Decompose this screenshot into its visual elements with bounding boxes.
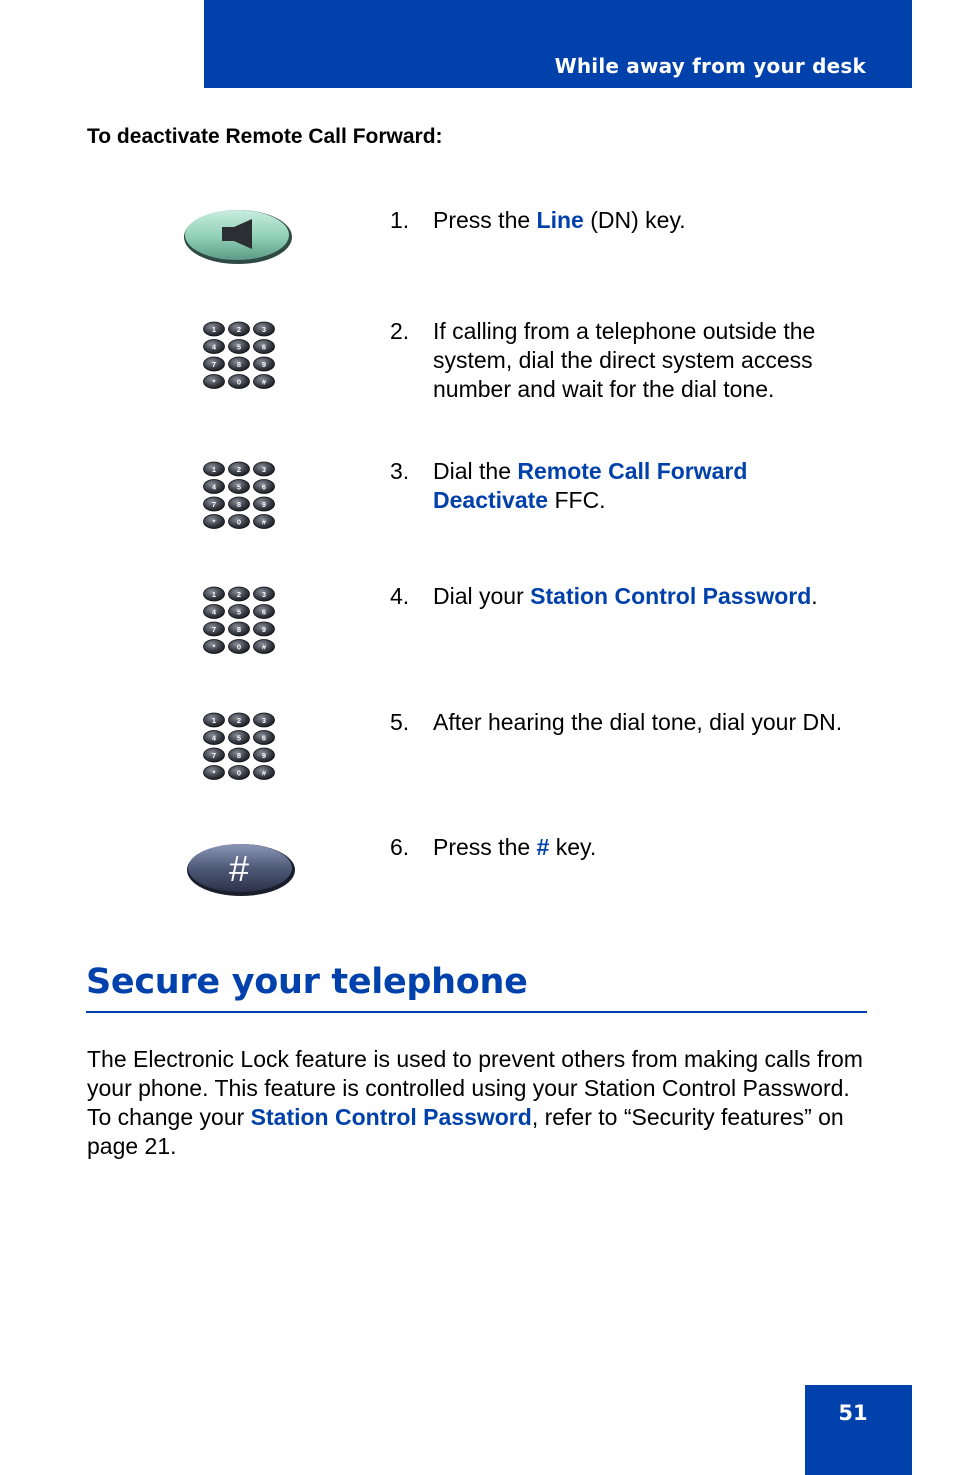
dialpad-key-label: 8	[236, 499, 242, 509]
step-1	[390, 206, 880, 235]
dialpad-key-label: 1	[211, 589, 217, 599]
dialpad-key-label: 7	[211, 359, 217, 369]
dialpad-key-label: 6	[261, 482, 267, 492]
step-text-part: key.	[549, 834, 597, 860]
dialpad-key	[254, 587, 275, 601]
dialpad-icon	[202, 460, 276, 530]
step-3	[390, 457, 880, 515]
dialpad-key	[229, 605, 250, 619]
dialpad-key-label: 5	[236, 482, 242, 492]
step-text	[433, 457, 793, 515]
dialpad-key-label: 0	[236, 517, 242, 527]
dialpad-key-label: 4	[211, 607, 217, 617]
dialpad-key-label: *	[212, 642, 216, 652]
dialpad-key	[229, 587, 250, 601]
dialpad-key	[254, 748, 275, 762]
dialpad-key-label: 5	[236, 733, 242, 743]
dialpad-key	[229, 375, 250, 389]
procedure-heading: To deactivate Remote Call Forward:	[87, 125, 443, 148]
section-divider	[86, 1011, 867, 1013]
dialpad-key	[229, 515, 250, 529]
dialpad-key	[204, 375, 225, 389]
dialpad-key	[254, 713, 275, 727]
dialpad-key	[229, 766, 250, 780]
dialpad-key-label: *	[212, 517, 216, 527]
dialpad-key	[254, 322, 275, 336]
step-2	[390, 317, 880, 404]
pound-key-label: #	[228, 848, 250, 889]
dialpad-key-label: 0	[236, 768, 242, 778]
dialpad-key	[229, 357, 250, 371]
step-number: 5.	[390, 709, 410, 735]
dialpad-key	[254, 605, 275, 619]
dialpad-key	[229, 340, 250, 354]
dialpad-key-label: 6	[261, 342, 267, 352]
dialpad-key-label: 8	[236, 359, 242, 369]
dialpad-key	[229, 713, 250, 727]
dialpad-key-label: 2	[236, 715, 242, 725]
dialpad-key	[204, 480, 225, 494]
dialpad-key	[254, 515, 275, 529]
dialpad-key	[229, 462, 250, 476]
dialpad-key	[254, 375, 275, 389]
header-bar	[204, 0, 912, 88]
dialpad-key-label: 3	[261, 464, 267, 474]
dialpad-key-label: 2	[236, 464, 242, 474]
dialpad-key	[229, 640, 250, 654]
dialpad-key-label: 5	[236, 607, 242, 617]
feature-code-term: Remote Call Forward Deactivate	[433, 458, 748, 513]
dialpad-key	[204, 713, 225, 727]
dialpad-key	[204, 731, 225, 745]
paragraph-text: , refer to “Security features” on page 21.	[87, 1104, 844, 1159]
dialpad-key-label: 0	[236, 642, 242, 652]
dialpad-key	[254, 731, 275, 745]
dialpad-key	[204, 497, 225, 511]
step-text-part: After hearing the dial tone, dial your DN.	[433, 709, 843, 735]
dialpad-key	[229, 480, 250, 494]
dialpad-key-label: 2	[236, 324, 242, 334]
paragraph-text: The Electronic Lock feature is used to prevent others from making calls from your phone. This feature is controlled using your Station Control Password. To change your	[87, 1046, 863, 1130]
dialpad-icon	[202, 320, 276, 390]
dialpad-key	[204, 748, 225, 762]
dialpad-key-label: *	[212, 768, 216, 778]
dialpad-key	[204, 622, 225, 636]
dialpad-key	[204, 340, 225, 354]
line-key-icon	[180, 204, 296, 268]
dialpad-key	[204, 462, 225, 476]
dialpad-key-label: 7	[211, 750, 217, 760]
page-number-box	[805, 1385, 912, 1475]
step-text-part: .	[811, 583, 818, 609]
step-text-part: Dial the	[433, 458, 518, 484]
dialpad-key-label: #	[261, 517, 267, 527]
pound-key-icon	[182, 838, 298, 900]
dialpad-key-label: 1	[211, 464, 217, 474]
dialpad-key	[254, 640, 275, 654]
dialpad-key	[254, 497, 275, 511]
section-paragraph	[87, 1045, 877, 1161]
dialpad-key	[254, 622, 275, 636]
dialpad-key-label: 6	[261, 733, 267, 743]
dialpad-key	[254, 357, 275, 371]
step-text	[433, 206, 880, 235]
dialpad-key-label: #	[261, 768, 267, 778]
dialpad-key-label: #	[261, 642, 267, 652]
dialpad-key-label: 9	[261, 624, 267, 634]
dialpad-key	[254, 766, 275, 780]
dialpad-key	[229, 622, 250, 636]
step-text-part: Press the	[433, 207, 537, 233]
running-header: While away from your desk	[554, 54, 866, 78]
step-text-part: Press the	[433, 834, 537, 860]
dialpad-key	[204, 587, 225, 601]
dialpad-key	[229, 748, 250, 762]
dialpad-key-label: 6	[261, 607, 267, 617]
dialpad-key-label: *	[212, 377, 216, 387]
section-title: Secure your telephone	[86, 962, 528, 1002]
step-number: 1.	[390, 207, 410, 233]
step-6	[390, 833, 880, 862]
dialpad-key-label: 4	[211, 342, 217, 352]
step-number: 2.	[390, 318, 410, 344]
dialpad-key	[229, 731, 250, 745]
dialpad-key-label: 0	[236, 377, 242, 387]
dialpad-key	[254, 340, 275, 354]
page-number: 51	[838, 1401, 868, 1425]
dialpad-key	[229, 497, 250, 511]
dialpad-key-label: 9	[261, 359, 267, 369]
dialpad-key-label: 2	[236, 589, 242, 599]
step-4	[390, 582, 880, 611]
dialpad-key-label: 3	[261, 715, 267, 725]
step-number: 6.	[390, 834, 410, 860]
dialpad-key-label: 7	[211, 499, 217, 509]
dialpad-key-label: #	[261, 377, 267, 387]
dialpad-key	[204, 605, 225, 619]
dialpad-key	[204, 357, 225, 371]
step-text-part: Dial your	[433, 583, 531, 609]
dialpad-key	[204, 640, 225, 654]
pound-key-term: #	[536, 834, 550, 860]
dialpad-key-label: 8	[236, 750, 242, 760]
line-key-term: Line	[536, 207, 584, 233]
step-text	[433, 582, 880, 611]
dialpad-key-label: 7	[211, 624, 217, 634]
step-text	[433, 317, 880, 404]
step-text	[433, 708, 880, 737]
dialpad-key-label: 9	[261, 499, 267, 509]
step-text	[433, 833, 880, 862]
step-number: 3.	[390, 458, 410, 484]
dialpad-key-label: 5	[236, 342, 242, 352]
dialpad-key	[204, 322, 225, 336]
step-text-part: If calling from a telephone outside the system, dial the direct system access number and wait for the dial tone.	[433, 318, 816, 402]
dialpad-key	[204, 766, 225, 780]
dialpad-key-label: 1	[211, 715, 217, 725]
dialpad-key-label: 9	[261, 750, 267, 760]
password-term: Station Control Password	[530, 583, 812, 609]
password-term: Station Control Password	[250, 1104, 532, 1130]
dialpad-icon	[202, 585, 276, 655]
dialpad-key-label: 3	[261, 589, 267, 599]
dialpad-key	[254, 480, 275, 494]
step-number: 4.	[390, 583, 410, 609]
dialpad-key-label: 1	[211, 324, 217, 334]
dialpad-key	[204, 515, 225, 529]
dialpad-key-label: 4	[211, 482, 217, 492]
dialpad-icon	[202, 711, 276, 781]
step-text-part: FFC.	[548, 487, 606, 513]
step-5	[390, 708, 880, 737]
dialpad-key	[254, 462, 275, 476]
dialpad-key-label: 3	[261, 324, 267, 334]
dialpad-key-label: 4	[211, 733, 217, 743]
step-text-part: (DN) key.	[583, 207, 686, 233]
dialpad-key	[229, 322, 250, 336]
dialpad-key-label: 8	[236, 624, 242, 634]
